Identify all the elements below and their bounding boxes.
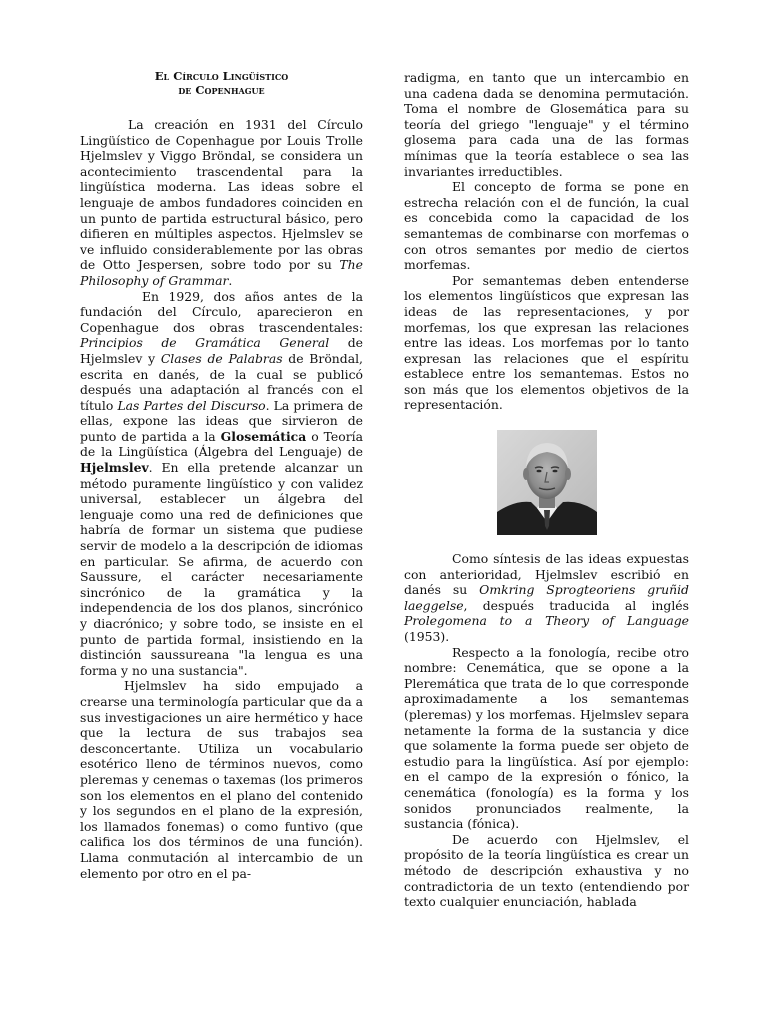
title-line-2: de Copenhague <box>178 82 265 97</box>
paragraph-semantemas: Por semantemas deben entenderse los elementos lingüísticos que expresan las ideas de las representaciones, y por morfemas, los que expresan las relaciones entre las ideas. Los morfemas por lo tanto expresan las relaciones que el espíritu establece entre los semantemas. Estos no son más que los elementos objetivos de la representación. <box>404 272 689 413</box>
portrait-photo <box>497 430 597 535</box>
paragraph-founding: La creación en 1931 del Círculo Lingüístico de Copenhague por Louis Trolle Hjelmslev y Viggo Bröndal, se considera un acontecimiento trascendental para la lingüística moderna. Las ideas sobre el lenguaje de ambos fundadores coinciden en un punto de partida estructural básico, pero difieren en múltiples aspectos. Hjelmslev se ve influido considerablemente por las obras de Otto Jespersen, sobre todo por su The Philosophy of Grammar. <box>80 117 363 288</box>
paragraph-fonologia: Respecto a la fonología, recibe otro nombre: Cenemática, que se opone a la Pleremática que trata de lo que corresponde aproximadamente a los semantemas (pleremas) y los morfemas. Hjelmslev separa netamente la forma de la sustancia y dice que solamente la forma puede ser objeto de estudio para la lingüística. Así por ejemplo: en el campo de la expresión o fónico, la cenemática (fonología) es la forma y los sonidos pronunciados realmente, la sustancia (fónica). <box>404 644 689 832</box>
paragraph-forma-funcion: El concepto de forma se pone en estrecha relación con el de función, la cual es concebida como la capacidad de los semantemas de combinarse con morfemas o con otros semantes por medio de ciertos morfemas. <box>404 179 689 273</box>
book-title-principios: Principios de Gramática General <box>80 335 330 351</box>
book-title-philosophy-of-grammar: The Philosophy of Grammar <box>80 257 363 288</box>
right-column <box>404 70 689 910</box>
term-hjelmslev: Hjelmslev <box>80 460 149 476</box>
paragraph-paradigma: radigma, en tanto que un intercambio en una cadena dada se denomina permutación. Toma el nombre de Glosemática para su teoría del griego "lenguaje" y el término glosema para cada una de las formas mínimas que la teoría establece o sea las invariantes irreductibles. <box>404 70 689 179</box>
title-line-1: El Círculo Lingüístico <box>154 69 289 83</box>
book-title-omkring: Omkring Sprogteoriens gruñid laeggelse <box>404 582 689 613</box>
book-title-prolegomena: Prolegomena to a Theory of Language <box>404 613 689 629</box>
paragraph-prolegomena: Como síntesis de las ideas expuestas con anterioridad, Hjelmslev escribió en danés su Omkring Sprogteoriens gruñid laeggelse, después traducida al inglés Prolegomena to a Theory of Language (1953). <box>404 551 689 645</box>
paragraph-1929-works: En 1929, dos años antes de la fundación del Círculo, aparecieron en Copenhague dos obras trascendentales: Principios de Gramática General de Hjelmslev y Clases de Palabras de Bröndal, escrita en danés, de la cual se publicó después una adaptación al francés con el título Las Partes del Discurso. La primera de ellas, expone las ideas que sirvieron de punto de partida a la Glosemática o Teoría de la Lingüística (Álgebra del Lenguaje) de Hjelmslev. En ella pretende alcanzar un método puramente lingüístico y con validez universal, establecer un álgebra del lenguaje como una red de definiciones que habría de formar un sistema que pudiese servir de modelo a la descripción de idiomas en particular. Se afirma, de acuerdo con Saussure, el carácter necesariamente sincrónico de la gramática y la independencia de los dos planos, sincrónico y diacrónico; y sobre todo, se insiste en el punto de partida formal, insistiendo en la distinción saussureana "la lengua es una forma y no una sustancia". <box>80 288 363 678</box>
article-title <box>80 70 363 97</box>
paragraph-proposito: De acuerdo con Hjelmslev, el propósito de la teoría lingüística es crear un método de descripción exhaustiva y no contradictoria de un texto (entendiendo por texto cualquier enunciación, hablada <box>404 831 689 910</box>
left-column <box>80 70 363 881</box>
book-title-partes: Las Partes del Discurso <box>117 397 266 413</box>
hjelmslev-portrait <box>497 430 597 535</box>
term-glosematica: Glosemática <box>220 428 307 444</box>
paragraph-terminology: Hjelmslev ha sido empujado a crearse una terminología particular que da a sus investigaciones un aire hermético y hace que la lectura de sus trabajos sea desconcertante. Utiliza un vocabulario esotérico lleno de términos nuevos, como pleremas y cenemas o taxemas (los primeros son los elementos en el plano del contenido y los segundos en el plano de la expresión, los llamados fonemas) o como funtivo (que califica los dos términos de una función). Llama conmutación al intercambio de un elemento por otro en el pa- <box>80 678 363 881</box>
book-title-clases: Clases de Palabras <box>160 350 283 366</box>
